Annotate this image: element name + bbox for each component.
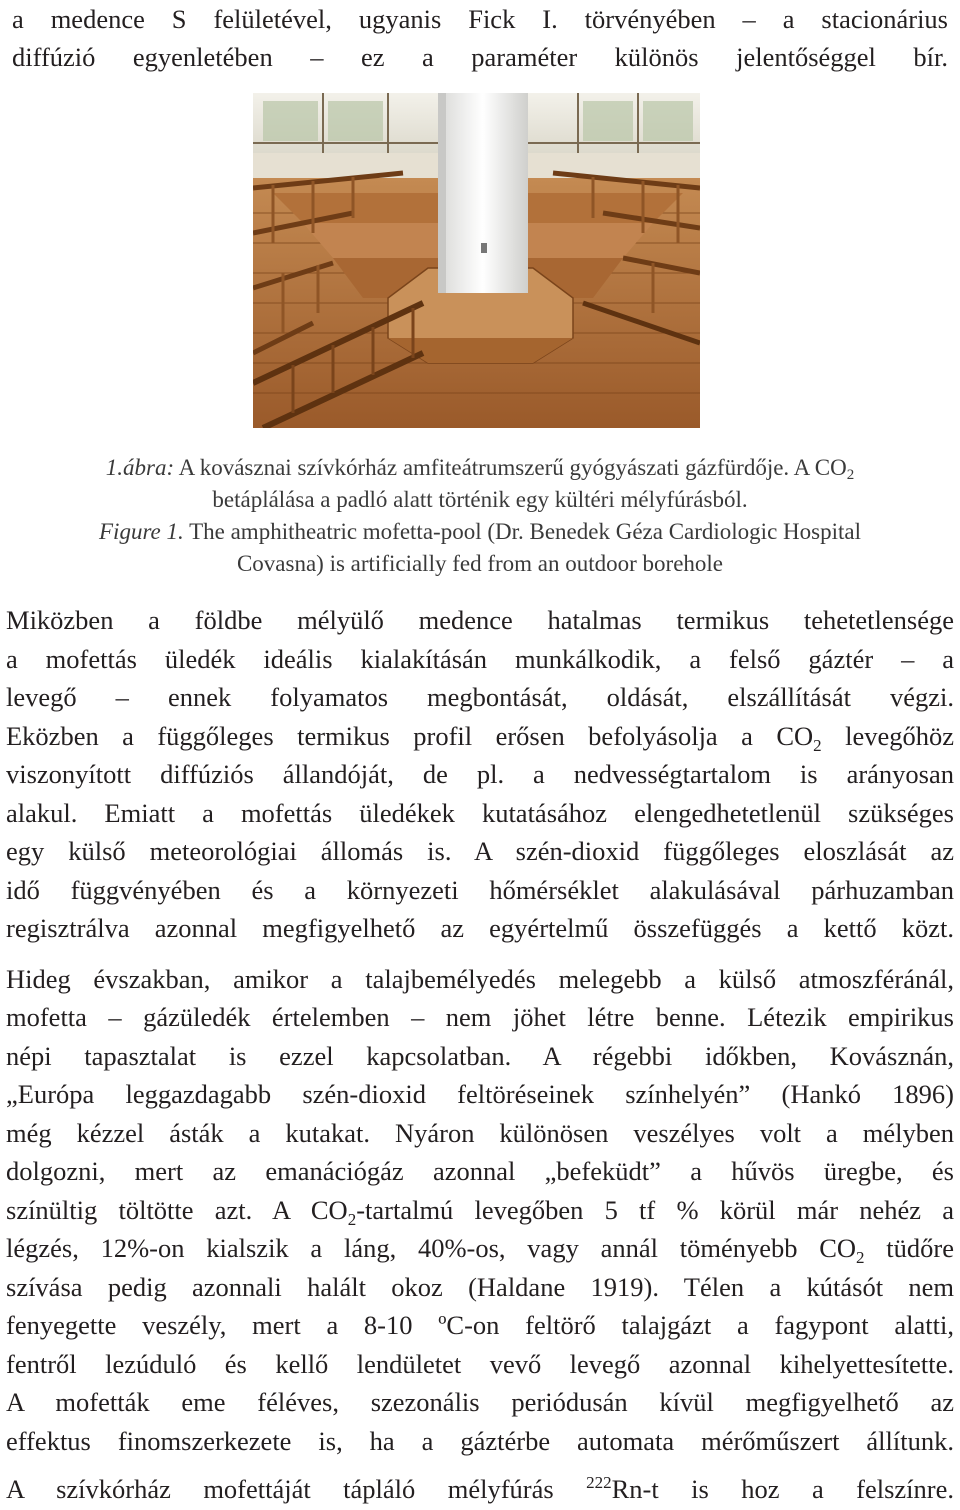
- text-run: tüdőre: [864, 1233, 954, 1263]
- text-line: népi tapasztalat is ezzel kapcsolatban. A régebbi időkben, Kovásznán,: [6, 1040, 954, 1071]
- text-line: fenyegette veszély, mert a 8-10 ºC-on feltörő talajgázt a fagypont alatti,: [6, 1310, 954, 1340]
- caption-label-hu: 1.ábra:: [105, 455, 175, 480]
- text-line: [6, 1191, 954, 1230]
- text-run: A szívkórház mofettáját tápláló mélyfúrás: [6, 1474, 587, 1504]
- text-line: alakul. Emiatt a mofettás üledékek kutatásához elengedhetetlenül szükséges: [6, 797, 954, 828]
- subscript: 2: [856, 1248, 865, 1267]
- caption-subscript: 2: [846, 467, 855, 483]
- text-run: színültig töltötte azt. A CO: [6, 1194, 348, 1225]
- text-line: a medence S felületével, ugyanis Fick I. törvényében – a stacionárius: [12, 4, 948, 34]
- text-line: még kézzel ásták a kutakat. Nyáron különösen veszélyes volt a mélyben: [6, 1117, 954, 1148]
- text-line: diffúzió egyenletében – ez a paraméter különös jelentőséggel bír.: [12, 42, 948, 72]
- caption-label-en: Figure 1.: [99, 519, 184, 544]
- caption-text-en: The amphitheatric mofetta-pool (Dr. Benedek Géza Cardiologic Hospital: [183, 519, 861, 544]
- text-line: a mofettás üledék ideális kialakításán munkálkodik, a felső gáztér – a: [6, 643, 954, 674]
- main-text: [0, 601, 960, 1509]
- text-line: Miközben a földbe mélyülő medence hatalmas termikus tehetetlensége: [6, 605, 954, 635]
- text-line: „Európa leggazdagabb szén-dioxid feltöréseinek színhelyén” (Hankó 1896): [6, 1079, 954, 1109]
- intro-paragraph: [0, 0, 954, 76]
- text-line: levegő – ennek folyamatos megbontását, oldását, elszállítását végzi.: [6, 682, 954, 712]
- text-line: szívása pedig azonnali halált okoz (Haldane 1919). Télen a kútásót nem: [6, 1271, 954, 1302]
- text-line: viszonyított diffúziós állandóját, de pl. a nedvességtartalom is arányosan: [6, 759, 954, 789]
- text-run: légzés, 12%-on kialszik a láng, 40%-os, vagy annál töményebb CO: [6, 1233, 857, 1263]
- caption-line-en-1: [0, 516, 960, 548]
- text-line: A mofetták eme féléves, szezonális periódusán kívül megfigyelhető az: [6, 1387, 954, 1417]
- subscript: 2: [813, 735, 822, 755]
- text-line: Hideg évszakban, amikor a talajbemélyedés melegebb a külső atmoszféránál,: [6, 963, 954, 994]
- text-line: [6, 717, 954, 756]
- paragraph-gap: [6, 1460, 954, 1470]
- caption-line-en-2: Covasna) is artificially fed from an outdoor borehole: [236, 551, 724, 576]
- text-line: mofetta – gázüledék értelemben – nem jöhet létre benne. Létezik empirikus: [6, 1002, 954, 1032]
- text-line: idő függvényében és a környezeti hőmérséklet alakulásával párhuzamban: [6, 874, 954, 905]
- text-run: -tartalmú levegőben 5 tf % körül már nehéz a: [356, 1194, 954, 1225]
- caption-line-hu-2: betáplálása a padló alatt történik egy kültéri mélyfúrásból.: [212, 487, 748, 512]
- text-line: fentről lezúduló és kellő lendületet vevő levegő azonnal kihelyettesítette.: [6, 1348, 954, 1379]
- text-run: Rn-t is hoz a felszínre.: [611, 1474, 954, 1504]
- text-line: [6, 1470, 954, 1509]
- text-run: Eközben a függőleges termikus profil erősen befolyásolja a CO: [6, 720, 814, 751]
- figure-photo-mofetta-pool: [253, 93, 700, 428]
- mofetta-pool-photo: [253, 93, 700, 428]
- caption-text-hu: A kovásznai szívkórház amfiteátrumszerű gyógyászati gázfürdője. A CO: [174, 455, 847, 480]
- text-run: levegőhöz: [821, 720, 954, 751]
- superscript: 222: [586, 1473, 612, 1492]
- caption-line-hu-1: [0, 452, 960, 484]
- text-line: egy külső meteorológiai állomás is. A szén-dioxid függőleges eloszlását az: [6, 836, 954, 866]
- text-line: effektus finomszerkezete is, ha a gáztérbe automata mérőműszert állítunk.: [6, 1425, 954, 1456]
- text-line: regisztrálva azonnal megfigyelhető az egyértelmű összefüggés a kettő közt.: [6, 913, 954, 943]
- text-line: dolgozni, mert az emanációgáz azonnal „befeküdt” a hűvös üregbe, és: [6, 1156, 954, 1186]
- figure-caption: [0, 452, 960, 580]
- subscript: 2: [347, 1209, 357, 1229]
- paragraph-gap: [6, 948, 954, 960]
- text-line: [6, 1229, 954, 1268]
